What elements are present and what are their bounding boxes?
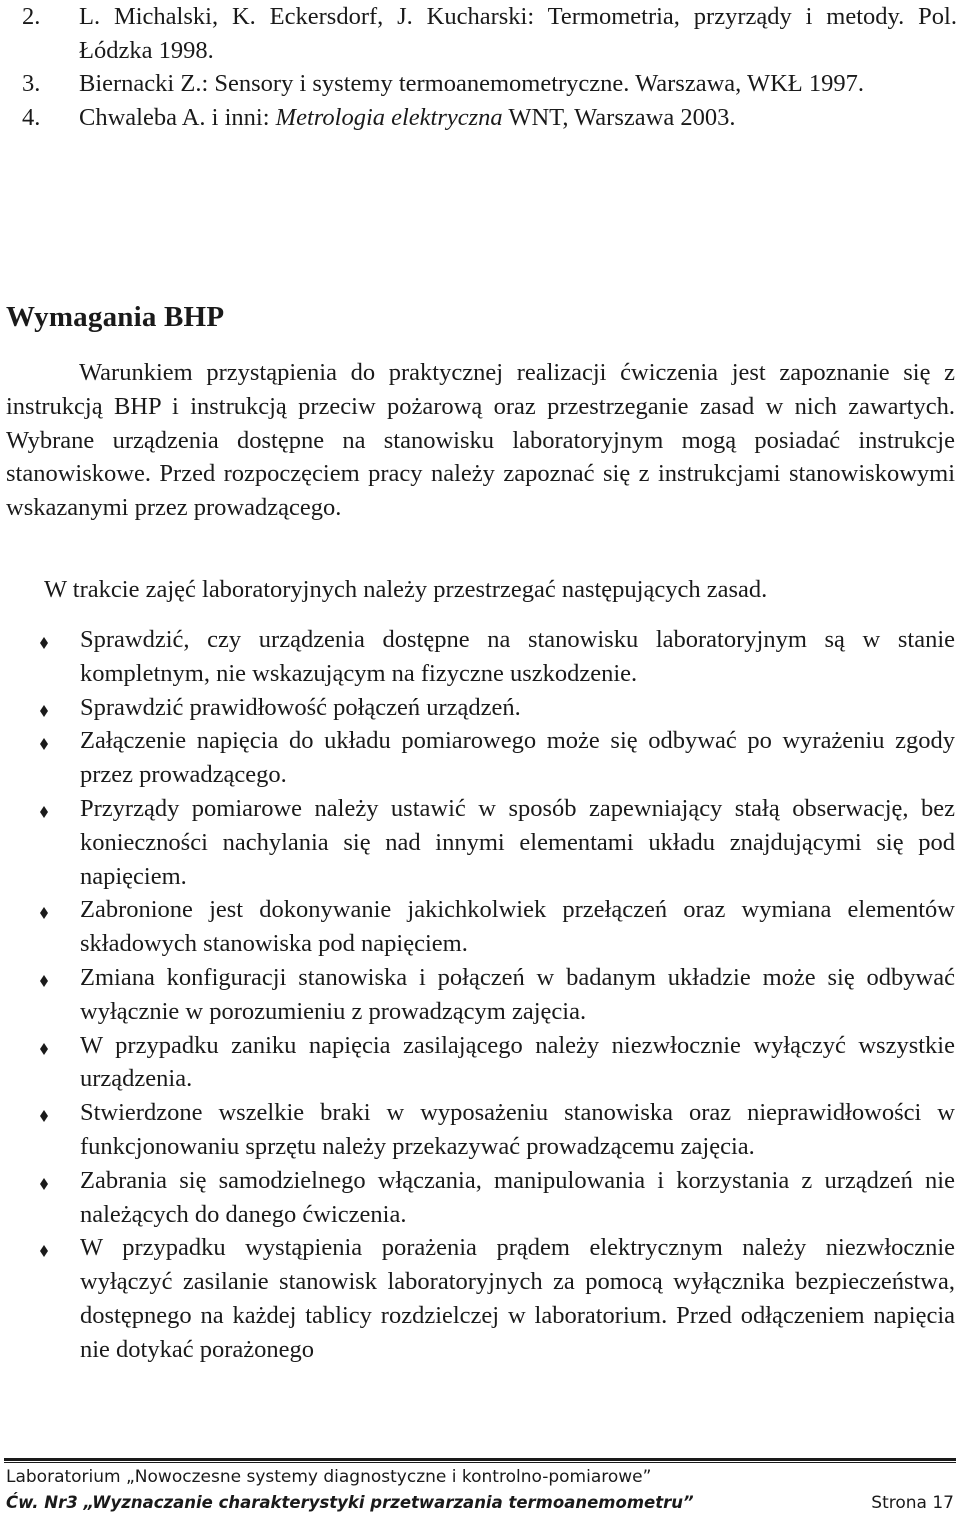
rule-text: Zabrania się samodzielnego włączania, manipulowania i korzystania z urządzeń nie należących do danego ćwiczenia. [80, 1166, 955, 1228]
reference-text: Biernacki Z.: Sensory i systemy termoanemometryczne. Warszawa, WKŁ 1997. [79, 70, 864, 97]
diamond-bullet-icon [40, 1245, 48, 1257]
footer-divider-thin [4, 1462, 956, 1463]
reference-number: 2. [22, 3, 41, 30]
list-item [40, 792, 955, 893]
list-item [40, 1029, 955, 1097]
reference-title: Metrologia elektryczna [275, 103, 503, 131]
list-item [40, 1164, 955, 1232]
reference-item [22, 67, 957, 101]
list-item [40, 893, 955, 961]
rule-text: Przyrządy pomiarowe należy ustawić w sposób zapewniający stałą obserwację, bez konieczności nachylania się nad innymi elementami układu znajdującymi się pod napięciem. [80, 794, 955, 890]
diamond-bullet-icon [40, 705, 48, 717]
reference-text [79, 101, 957, 135]
reference-item [22, 0, 957, 67]
page-number: Strona 17 [871, 1493, 954, 1513]
reference-number: 3. [22, 70, 41, 97]
reference-number: 4. [22, 103, 41, 131]
footer-divider [4, 1458, 956, 1461]
list-item [40, 724, 955, 792]
rule-text: Załączenie napięcia do układu pomiarowego może się odbywać po wyrażeniu zgody przez prowadzącego. [80, 727, 955, 789]
rule-text: Stwierdzone wszelkie braki w wyposażeniu stanowiska oraz nieprawidłowości w funkcjonowaniu sprzętu należy przekazywać prowadzącemu zajęcia. [80, 1099, 955, 1160]
reference-list [22, 0, 957, 134]
safety-rules-list [40, 623, 955, 1367]
diamond-bullet-icon [40, 806, 48, 818]
diamond-bullet-icon [40, 1178, 48, 1190]
rule-text: W przypadku zaniku napięcia zasilającego należy niezwłocznie wyłączyć wszystkie urządzenia. [80, 1031, 955, 1093]
rule-text: W przypadku wystąpienia porażenia prądem elektrycznym należy niezwłocznie wyłączyć zasilanie stanowisk laboratoryjnych za pomocą wyłącznika bezpieczeństwa, dostępnego na każdej tablicy rozdzielczej w laboratorium. Przed odłączeniem napięcia nie dotykać porażonego [80, 1234, 955, 1363]
rule-text: Zmiana konfiguracji stanowiska i połączeń w badanym układzie może się odbywać wyłącznie w porozumieniu z prowadzącym zajęcia. [80, 963, 955, 1025]
list-item [40, 623, 955, 691]
intro-paragraph: Warunkiem przystąpienia do praktycznej realizacji ćwiczenia jest zapoznanie się z instrukcją BHP i instrukcją przeciw pożarową oraz przestrzeganie zasad w nich zawartych. Wybrane urządzenia dostępne na stanowisku laboratoryjnym mogą posiadać instrukcje stanowiskowe. Przed rozpoczęciem pracy należy zapoznać się z instrukcjami stanowiskowymi wskazanymi przez prowadzącego. [6, 359, 955, 522]
diamond-bullet-icon [40, 1110, 48, 1122]
list-item [40, 961, 955, 1029]
diamond-bullet-icon [40, 907, 48, 919]
rules-intro-paragraph: W trakcie zajęć laboratoryjnych należy przestrzegać następujących zasad. [44, 576, 768, 603]
reference-authors: Chwaleba A. i inni: [79, 103, 276, 131]
list-item [40, 1096, 955, 1164]
diamond-bullet-icon [40, 637, 48, 649]
rule-text: Sprawdzić prawidłowość połączeń urządzeń. [80, 693, 521, 721]
footer-exercise-title: Ćw. Nr3 „Wyznaczanie charakterystyki przetwarzania termoanemometru” [6, 1493, 694, 1512]
rule-text: Sprawdzić, czy urządzenia dostępne na stanowisku laboratoryjnym są w stanie kompletnym, nie wskazującym na fizyczne uszkodzenie. [80, 626, 955, 687]
footer-laboratory-name: Laboratorium „Nowoczesne systemy diagnostyczne i kontrolno-pomiarowe” [6, 1467, 652, 1487]
list-item [40, 691, 955, 725]
rule-text: Zabronione jest dokonywanie jakichkolwiek przełączeń oraz wymiana elementów składowych stanowiska pod napięciem. [80, 896, 955, 958]
diamond-bullet-icon [40, 738, 48, 750]
reference-publisher: WNT, Warszawa 2003. [502, 103, 736, 131]
list-item [40, 1231, 955, 1366]
diamond-bullet-icon [40, 975, 48, 987]
reference-text: L. Michalski, K. Eckersdorf, J. Kucharski: Termometria, przyrządy i metody. Pol. Łódzka 1998. [79, 3, 957, 64]
diamond-bullet-icon [40, 1043, 48, 1055]
reference-item [22, 101, 957, 135]
section-heading: Wymagania BHP [6, 301, 225, 333]
